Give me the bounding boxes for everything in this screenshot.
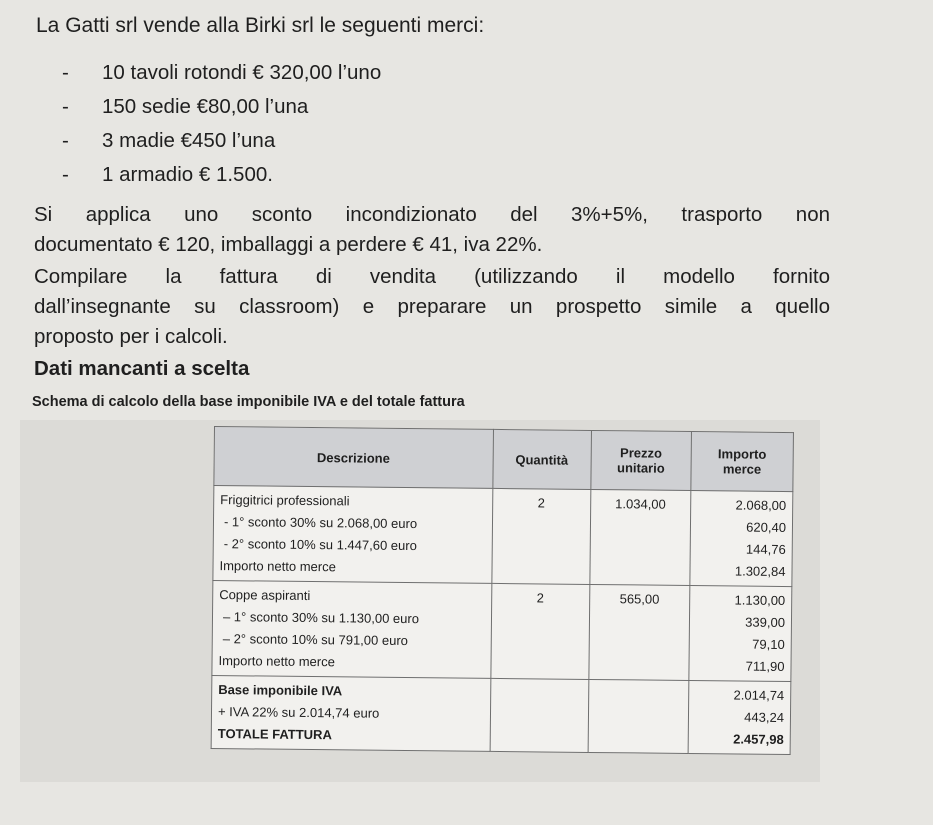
table-row <box>212 580 792 681</box>
taxable-base-label: Base imponibile IVA <box>218 682 343 699</box>
calculation-table <box>211 426 794 755</box>
quantity-value: 2 <box>537 495 546 511</box>
product-name: Friggitrici professionali <box>220 492 350 509</box>
missing-data-note: Dati mancanti a scelta <box>34 357 250 380</box>
conditions-line-1: Si applica uno sconto incondizionato del 3%+5%, trasporto non <box>34 203 830 226</box>
amount-gross: 1.130,00 <box>734 592 786 608</box>
empty-cell <box>588 679 689 753</box>
col-description: Descrizione <box>214 427 493 489</box>
list-item: - 3 madie €450 l’una <box>62 129 276 152</box>
instructions-line-3: proposto per i calcoli. <box>34 325 228 348</box>
list-item: - 1 armadio € 1.500. <box>62 163 273 186</box>
discount-2: – 2° sconto 10% su 791,00 euro <box>222 631 409 649</box>
empty-cell <box>490 678 589 752</box>
table-header-row <box>214 427 794 492</box>
instructions-line-1: Compilare la fattura di vendita (utilizzando il modello fornito <box>34 265 830 288</box>
scheme-title: Schema di calcolo della base imponibile IVA e del totale fattura <box>32 394 465 410</box>
product-name: Coppe aspiranti <box>219 587 311 604</box>
amount-discount-2: 144,76 <box>745 541 786 557</box>
col-unit-price: Prezzo unitario <box>591 430 692 490</box>
col-quantity: Quantità <box>492 429 591 489</box>
list-item: - 150 sedie €80,00 l’una <box>62 95 309 118</box>
table-row <box>213 486 793 587</box>
amount-discount-1: 620,40 <box>746 519 787 535</box>
list-item: - 10 tavoli rotondi € 320,00 l’uno <box>62 61 382 84</box>
unit-price-value: 1.034,00 <box>615 496 666 512</box>
discount-1: - 1° sconto 30% su 2.068,00 euro <box>223 514 418 532</box>
exercise-heading: La Gatti srl vende alla Birki srl le seguenti merci: <box>36 14 485 37</box>
goods-list <box>62 56 381 192</box>
amount-gross: 2.068,00 <box>735 497 787 513</box>
vat-value: 443,24 <box>744 709 785 725</box>
amount-discount-1: 339,00 <box>745 614 786 630</box>
vat-label: + IVA 22% su 2.014,74 euro <box>217 704 380 721</box>
conditions-line-2: documentato € 120, imballaggi a perdere € 41, iva 22%. <box>34 233 543 256</box>
amount-net: 711,90 <box>745 658 785 674</box>
col-amount: Importo merce <box>691 431 794 491</box>
discount-1: – 1° sconto 30% su 1.130,00 euro <box>222 609 420 627</box>
amount-discount-2: 79,10 <box>752 636 785 652</box>
invoice-total-value: 2.457,98 <box>733 731 784 747</box>
net-amount-label: Importo netto merce <box>219 558 336 575</box>
net-amount-label: Importo netto merce <box>218 653 335 670</box>
quantity-value: 2 <box>536 590 545 606</box>
instructions-line-2: dall’insegnante su classroom) e preparare un prospetto simile a quello <box>34 295 830 318</box>
taxable-base-value: 2.014,74 <box>733 687 785 703</box>
unit-price-value: 565,00 <box>619 591 660 607</box>
amount-net: 1.302,84 <box>734 563 786 579</box>
invoice-total-label: TOTALE FATTURA <box>217 726 332 743</box>
discount-2: - 2° sconto 10% su 1.447,60 euro <box>223 536 417 554</box>
table-row <box>211 675 791 754</box>
